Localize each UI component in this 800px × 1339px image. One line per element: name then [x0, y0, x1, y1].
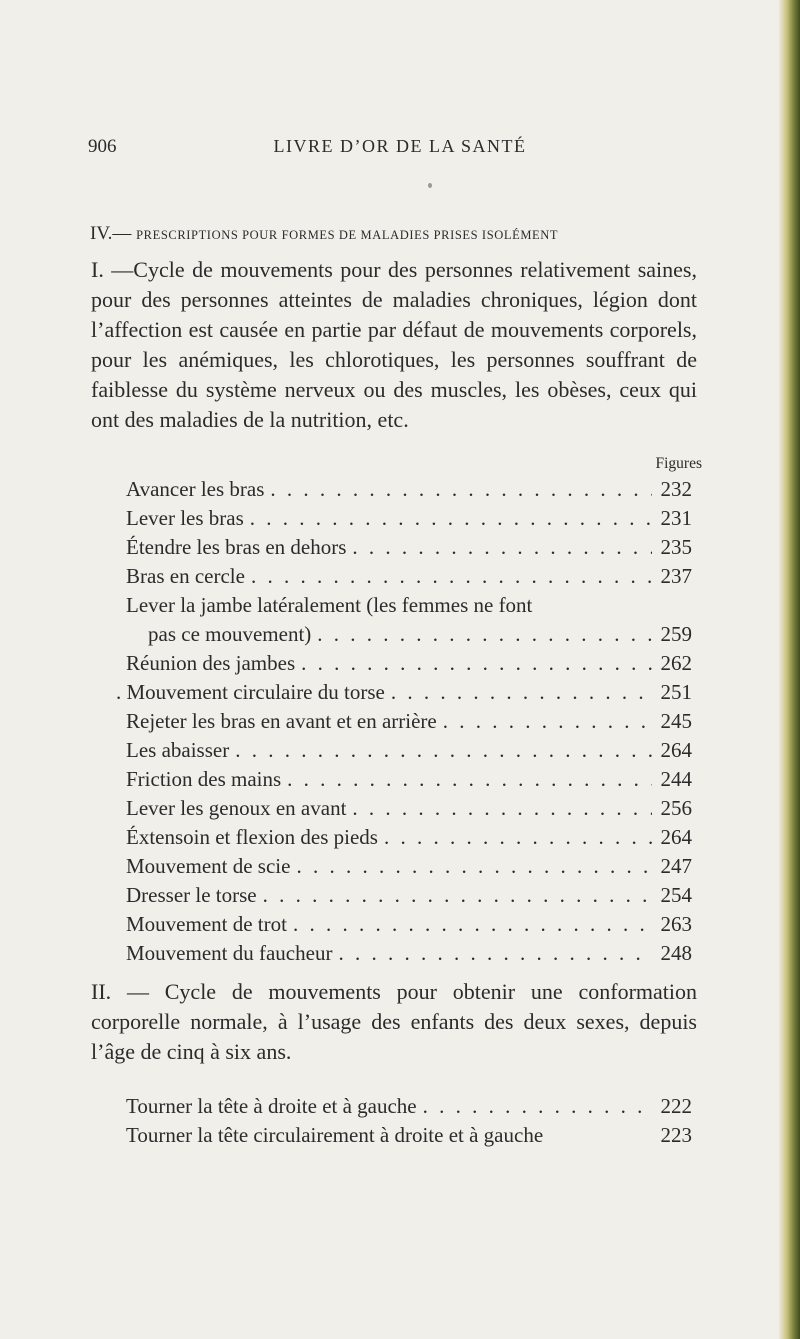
- page-edge-shadow: [778, 0, 800, 1339]
- figure-number: 259: [660, 622, 692, 646]
- figure-number: 222: [660, 1094, 692, 1118]
- figure-number: 264: [660, 738, 692, 762]
- exercise-label: Mouvement du faucheur: [126, 941, 333, 965]
- list-item: [126, 912, 692, 942]
- exercise-label: pas ce mouvement): [148, 622, 312, 646]
- exercise-label: Lever la jambe latéralement (les femmes ne font: [126, 593, 533, 617]
- leader-dots: [235, 738, 652, 763]
- figure-number: 231: [660, 506, 692, 530]
- leader-dots: [270, 477, 652, 502]
- exercise-label: Friction des mains: [126, 767, 282, 791]
- list-item: [126, 883, 692, 913]
- exercise-label: Tourner la tête à droite et à gauche: [126, 1094, 417, 1118]
- figure-number: 232: [660, 477, 692, 501]
- leader-dots: [263, 883, 652, 908]
- list-item: [126, 564, 692, 594]
- list-item: [126, 738, 692, 768]
- section-numeral: IV.—: [90, 223, 132, 244]
- exercise-label: Éxtensoin et flexion des pieds: [126, 825, 378, 849]
- list-item: [126, 506, 692, 536]
- leader-dots: [296, 854, 652, 879]
- section-title: [90, 223, 558, 245]
- figure-number: 264: [660, 825, 692, 849]
- exercise-label: Mouvement de trot: [126, 912, 287, 936]
- leader-dots: [338, 941, 652, 966]
- leader-dots: [317, 622, 652, 647]
- figure-number: 223: [660, 1123, 692, 1147]
- figure-number: 251: [660, 680, 692, 704]
- figure-number: 263: [660, 912, 692, 936]
- running-title: LIVRE D’OR DE LA SANTÉ: [273, 136, 527, 156]
- list-item: [126, 477, 692, 507]
- page-number: 906: [88, 136, 117, 157]
- exercise-label: Les abaisser: [126, 738, 230, 762]
- leader-dots: [293, 912, 652, 937]
- exercise-label: Réunion des jambes: [126, 651, 296, 675]
- list-item: [126, 796, 692, 826]
- leader-dots: [287, 767, 652, 792]
- section-heading: PRESCRIPTIONS POUR FORMES DE MALADIES PRISES ISOLÉMENT: [136, 228, 559, 242]
- part2-text: II. — Cycle de mouvements pour obtenir une conformation corporelle normale, à l’usage des enfants des deux sexes, depuis l’âge de cinq à six ans.: [91, 979, 697, 1064]
- figure-number: 248: [660, 941, 692, 965]
- leader-dots: [423, 1094, 652, 1119]
- leader-dots: [443, 709, 652, 734]
- leader-dots: [250, 506, 652, 531]
- exercise-label: . Mouvement circulaire du torse: [116, 680, 385, 704]
- list-item: [126, 1123, 692, 1153]
- list-item: [126, 593, 692, 623]
- list-item: [126, 941, 692, 971]
- list-item: [126, 854, 692, 884]
- figure-number: 245: [660, 709, 692, 733]
- figure-number: 247: [660, 854, 692, 878]
- figures-column-label: Figures: [655, 455, 702, 472]
- list-item: [126, 825, 692, 855]
- figure-number: 235: [660, 535, 692, 559]
- figure-number: 256: [660, 796, 692, 820]
- part1-paragraph: [91, 255, 697, 435]
- exercise-label: Rejeter les bras en avant et en arrière: [126, 709, 437, 733]
- leader-dots: [251, 564, 652, 589]
- leader-dots: [301, 651, 652, 676]
- exercise-label: Tourner la tête circulairement à droite et à gauche: [126, 1123, 544, 1147]
- page-header: [0, 136, 800, 160]
- exercise-label: Lever les genoux en avant: [126, 796, 347, 820]
- leader-dots: [384, 825, 652, 850]
- figure-number: 262: [660, 651, 692, 675]
- print-speck: [428, 183, 432, 188]
- leader-dots: [352, 535, 652, 560]
- exercise-label: Bras en cercle: [126, 564, 245, 588]
- list-item: [126, 709, 692, 739]
- list-item: [126, 535, 692, 565]
- part2-paragraph: [91, 977, 697, 1067]
- list-item: [126, 767, 692, 797]
- exercise-label: Dresser le torse: [126, 883, 257, 907]
- list-item: [116, 680, 692, 710]
- leader-dots: [352, 796, 652, 821]
- figure-number: 237: [660, 564, 692, 588]
- leader-dots: [391, 680, 652, 705]
- list-item: [148, 622, 692, 652]
- part1-text: I. —Cycle de mouvements pour des personnes relativement saines, pour des personnes atteintes de maladies chroniques, légion dont l’affection est causée en partie par défaut de mouvements corporels, pour les anémiques, les chlorotiques, les personnes souffrant de faiblesse du système nerveux ou des muscles, les obèses, ceux qui ont des maladies de la nutrition, etc.: [91, 257, 697, 432]
- list-item: [126, 651, 692, 681]
- exercise-label: Étendre les bras en dehors: [126, 535, 347, 559]
- figure-number: 244: [660, 767, 692, 791]
- figure-number: 254: [660, 883, 692, 907]
- exercise-label: Avancer les bras: [126, 477, 265, 501]
- list-item: [126, 1094, 692, 1124]
- exercise-label: Mouvement de scie: [126, 854, 291, 878]
- exercise-label: Lever les bras: [126, 506, 244, 530]
